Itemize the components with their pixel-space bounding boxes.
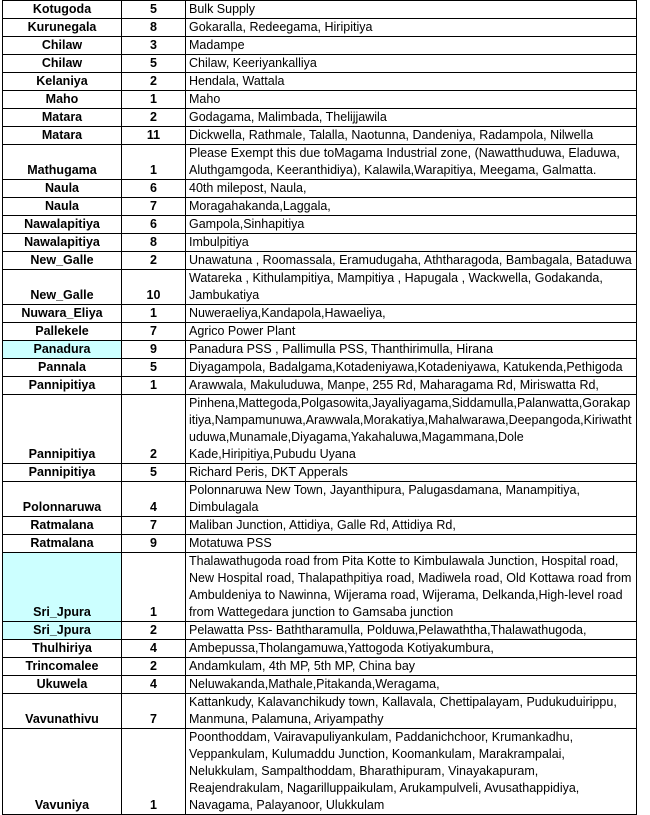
areas-description-cell[interactable]: Kattankudy, Kalavanchikudy town, Kallavala, Chettipalayam, Pudukuduirippu, Manmuna, Palamuna, Ariyampathy bbox=[186, 694, 637, 729]
feeder-number-cell[interactable]: 7 bbox=[122, 694, 186, 729]
table-row bbox=[3, 341, 637, 359]
table-row bbox=[3, 694, 637, 729]
feeder-number-cell[interactable]: 5 bbox=[122, 464, 186, 482]
table-row bbox=[3, 377, 637, 395]
areas-description-cell[interactable]: Dickwella, Rathmale, Talalla, Naotunna, Dandeniya, Radampola, Nilwella bbox=[186, 127, 637, 145]
area-cell[interactable]: Vavuniya bbox=[3, 729, 122, 815]
areas-description-cell[interactable]: Watareka , Kithulampitiya, Mampitiya , Hapugala , Wackwella, Godakanda, Jambukatiya bbox=[186, 270, 637, 305]
area-cell[interactable]: Maho bbox=[3, 91, 122, 109]
area-cell[interactable]: Pannipitiya bbox=[3, 464, 122, 482]
areas-description-cell[interactable]: Imbulpitiya bbox=[186, 234, 637, 252]
table-row bbox=[3, 729, 637, 815]
area-cell[interactable]: Polonnaruwa bbox=[3, 482, 122, 517]
table-row bbox=[3, 464, 637, 482]
feeder-number-cell[interactable]: 2 bbox=[122, 109, 186, 127]
table-row bbox=[3, 482, 637, 517]
feeder-number-cell[interactable]: 4 bbox=[122, 640, 186, 658]
feeder-number-cell[interactable]: 2 bbox=[122, 252, 186, 270]
areas-description-cell[interactable]: Motatuwa PSS bbox=[186, 535, 637, 553]
areas-description-cell[interactable]: Please Exempt this due toMagama Industrial zone, (Nawatthuduwa, Eladuwa, Aluthgamgoda, Keeranthidiya), Kalawila,Warapitiya, Meegama, Galmatta. bbox=[186, 145, 637, 180]
area-cell[interactable]: Naula bbox=[3, 180, 122, 198]
area-cell[interactable]: Nawalapitiya bbox=[3, 216, 122, 234]
feeder-number-cell[interactable]: 1 bbox=[122, 305, 186, 323]
area-cell[interactable]: Panadura bbox=[3, 341, 122, 359]
areas-description-cell[interactable]: Ambepussa,Tholangamuwa,Yattogoda Kotiyakumbura, bbox=[186, 640, 637, 658]
areas-description-cell[interactable]: Gampola,Sinhapitiya bbox=[186, 216, 637, 234]
area-cell[interactable]: Kelaniya bbox=[3, 73, 122, 91]
feeder-number-cell[interactable]: 1 bbox=[122, 145, 186, 180]
areas-description-cell[interactable]: Richard Peris, DKT Apperals bbox=[186, 464, 637, 482]
area-cell[interactable]: Kotugoda bbox=[3, 1, 122, 19]
area-cell[interactable]: Chilaw bbox=[3, 55, 122, 73]
table-row bbox=[3, 395, 637, 464]
feeder-number-cell[interactable]: 5 bbox=[122, 55, 186, 73]
area-cell[interactable]: Sri_Jpura bbox=[3, 622, 122, 640]
table-body bbox=[3, 1, 637, 815]
feeder-number-cell[interactable]: 8 bbox=[122, 234, 186, 252]
area-cell[interactable]: Pannipitiya bbox=[3, 377, 122, 395]
table-row bbox=[3, 91, 637, 109]
area-cell[interactable]: Trincomalee bbox=[3, 658, 122, 676]
areas-description-cell[interactable]: Nuweraeliya,Kandapola,Hawaeliya, bbox=[186, 305, 637, 323]
feeder-number-cell[interactable]: 5 bbox=[122, 359, 186, 377]
spreadsheet bbox=[2, 0, 637, 815]
table-row bbox=[3, 622, 637, 640]
area-cell[interactable]: Thulhiriya bbox=[3, 640, 122, 658]
areas-description-cell[interactable]: Polonnaruwa New Town, Jayanthipura, Palugasdamana, Manampitiya, Dimbulagala bbox=[186, 482, 637, 517]
areas-description-cell[interactable]: Maliban Junction, Attidiya, Galle Rd, Attidiya Rd, bbox=[186, 517, 637, 535]
areas-description-cell[interactable]: Hendala, Wattala bbox=[186, 73, 637, 91]
feeder-number-cell[interactable]: 8 bbox=[122, 19, 186, 37]
area-cell[interactable]: Vavunathivu bbox=[3, 694, 122, 729]
areas-description-cell[interactable]: Pinhena,Mattegoda,Polgasowita,Jayaliyagama,Siddamulla,Palanwatta,Gorakapitiya,Nampamunuwa,Arawwala,Morakatiya,Mahalwarawa,Deepangoda,Kiriwathtuduwa,Munamale,Diyagama,Yakahaluwa,Magammana,Dole Kade,Hiripitiya,Pubudu Uyana bbox=[186, 395, 637, 464]
areas-description-cell[interactable]: 40th milepost, Naula, bbox=[186, 180, 637, 198]
area-cell[interactable]: Sri_Jpura bbox=[3, 553, 122, 622]
table-row bbox=[3, 535, 637, 553]
feeder-number-cell[interactable]: 1 bbox=[122, 553, 186, 622]
table-row bbox=[3, 1, 637, 19]
areas-description-cell[interactable]: Arawwala, Makuluduwa, Manpe, 255 Rd, Maharagama Rd, Miriswatta Rd, bbox=[186, 377, 637, 395]
outage-table bbox=[2, 0, 637, 815]
feeder-number-cell[interactable]: 6 bbox=[122, 216, 186, 234]
feeder-number-cell[interactable]: 7 bbox=[122, 517, 186, 535]
table-row bbox=[3, 73, 637, 91]
feeder-number-cell[interactable]: 2 bbox=[122, 658, 186, 676]
area-cell[interactable]: Nawalapitiya bbox=[3, 234, 122, 252]
table-row bbox=[3, 640, 637, 658]
feeder-number-cell[interactable]: 4 bbox=[122, 482, 186, 517]
table-row bbox=[3, 216, 637, 234]
area-cell[interactable]: Naula bbox=[3, 198, 122, 216]
feeder-number-cell[interactable]: 2 bbox=[122, 73, 186, 91]
areas-description-cell[interactable]: Panadura PSS , Pallimulla PSS, Thanthirimulla, Hirana bbox=[186, 341, 637, 359]
areas-description-cell[interactable]: Agrico Power Plant bbox=[186, 323, 637, 341]
area-cell[interactable]: Ratmalana bbox=[3, 535, 122, 553]
areas-description-cell[interactable]: Bulk Supply bbox=[186, 1, 637, 19]
table-row bbox=[3, 553, 637, 622]
table-row bbox=[3, 198, 637, 216]
table-row bbox=[3, 145, 637, 180]
feeder-number-cell[interactable]: 2 bbox=[122, 622, 186, 640]
area-cell[interactable]: Matara bbox=[3, 127, 122, 145]
areas-description-cell[interactable]: Pelawatta Pss- Baththaramulla, Polduwa,Pelawaththa,Thalawathugoda, bbox=[186, 622, 637, 640]
areas-description-cell[interactable]: Diyagampola, Badalgama,Kotadeniyawa,Kotadeniyawa, Katukenda,Pethigoda bbox=[186, 359, 637, 377]
feeder-number-cell[interactable]: 5 bbox=[122, 1, 186, 19]
table-row bbox=[3, 658, 637, 676]
feeder-number-cell[interactable]: 1 bbox=[122, 91, 186, 109]
feeder-number-cell[interactable]: 9 bbox=[122, 341, 186, 359]
table-row bbox=[3, 127, 637, 145]
area-cell[interactable]: New_Galle bbox=[3, 270, 122, 305]
areas-description-cell[interactable]: Gokaralla, Redeegama, Hiripitiya bbox=[186, 19, 637, 37]
feeder-number-cell[interactable]: 9 bbox=[122, 535, 186, 553]
feeder-number-cell[interactable]: 11 bbox=[122, 127, 186, 145]
area-cell[interactable]: Ratmalana bbox=[3, 517, 122, 535]
table-row bbox=[3, 109, 637, 127]
table-row bbox=[3, 305, 637, 323]
area-cell[interactable]: Mathugama bbox=[3, 145, 122, 180]
areas-description-cell[interactable]: Godagama, Malimbada, Thelijjawila bbox=[186, 109, 637, 127]
table-row bbox=[3, 517, 637, 535]
feeder-number-cell[interactable]: 3 bbox=[122, 37, 186, 55]
areas-description-cell[interactable]: Moragahakanda,Laggala, bbox=[186, 198, 637, 216]
areas-description-cell[interactable]: Andamkulam, 4th MP, 5th MP, China bay bbox=[186, 658, 637, 676]
feeder-number-cell[interactable]: 2 bbox=[122, 395, 186, 464]
area-cell[interactable]: Kurunegala bbox=[3, 19, 122, 37]
area-cell[interactable]: Chilaw bbox=[3, 37, 122, 55]
area-cell[interactable]: Ukuwela bbox=[3, 676, 122, 694]
areas-description-cell[interactable]: Neluwakanda,Mathale,Pitakanda,Weragama, bbox=[186, 676, 637, 694]
areas-description-cell[interactable]: Maho bbox=[186, 91, 637, 109]
table-row bbox=[3, 323, 637, 341]
feeder-number-cell[interactable]: 1 bbox=[122, 377, 186, 395]
table-row bbox=[3, 252, 637, 270]
table-row bbox=[3, 180, 637, 198]
table-row bbox=[3, 19, 637, 37]
table-row bbox=[3, 270, 637, 305]
feeder-number-cell[interactable]: 10 bbox=[122, 270, 186, 305]
feeder-number-cell[interactable]: 7 bbox=[122, 198, 186, 216]
table-row bbox=[3, 234, 637, 252]
feeder-number-cell[interactable]: 1 bbox=[122, 729, 186, 815]
area-cell[interactable]: Nuwara_Eliya bbox=[3, 305, 122, 323]
table-row bbox=[3, 37, 637, 55]
area-cell[interactable]: Pallekele bbox=[3, 323, 122, 341]
table-row bbox=[3, 359, 637, 377]
area-cell[interactable]: Pannipitiya bbox=[3, 395, 122, 464]
table-row bbox=[3, 55, 637, 73]
area-cell[interactable]: Matara bbox=[3, 109, 122, 127]
area-cell[interactable]: Pannala bbox=[3, 359, 122, 377]
areas-description-cell[interactable]: Thalawathugoda road from Pita Kotte to Kimbulawala Junction, Hospital road, New Hospital road, Thalapathpitiya road, Madiwela road, Old Kottawa road from Ambuldeniya to Nawinna, Wijerama road, Wijerama, Delkanda,High-level road from Wattegedara junction to Gamsaba junction bbox=[186, 553, 637, 622]
area-cell[interactable]: New_Galle bbox=[3, 252, 122, 270]
areas-description-cell[interactable]: Poonthoddam, Vairavapuliyankulam, Paddanichchoor, Krumankadhu, Veppankulam, Kulumaddu Junction, Koomankulam, Marakrampalai, Nelukkulam, Sampalthoddam, Bharathipuram, Vinayakapuram, Reajendrakulam, Nagarilluppaikulam, Arukampulveli, Avusathappidiya, Navagama, Palayanoor, Ulukkulam bbox=[186, 729, 637, 815]
areas-description-cell[interactable]: Madampe bbox=[186, 37, 637, 55]
table-row bbox=[3, 676, 637, 694]
feeder-number-cell[interactable]: 4 bbox=[122, 676, 186, 694]
feeder-number-cell[interactable]: 6 bbox=[122, 180, 186, 198]
areas-description-cell[interactable]: Unawatuna , Roomassala, Eramudugaha, Aththaragoda, Bambagala, Bataduwa bbox=[186, 252, 637, 270]
areas-description-cell[interactable]: Chilaw, Keeriyankalliya bbox=[186, 55, 637, 73]
feeder-number-cell[interactable]: 7 bbox=[122, 323, 186, 341]
